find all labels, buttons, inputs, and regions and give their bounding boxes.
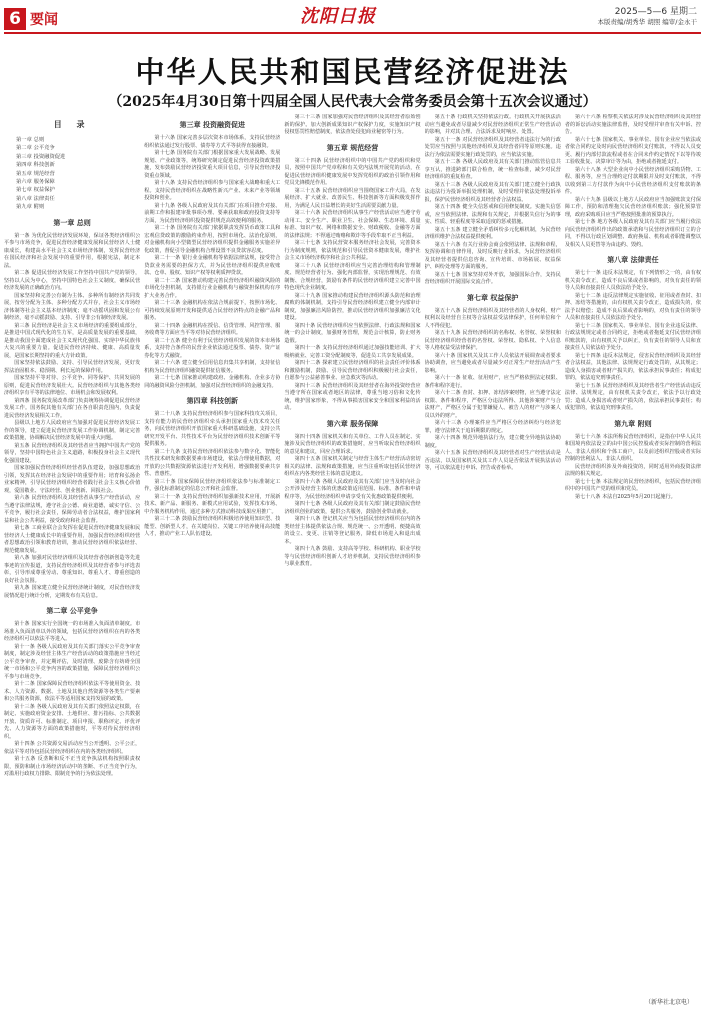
page-subtitle: （2025年4月30日第十四届全国人民代表大会常务委员会第十五次会议通过）	[108, 94, 597, 110]
article-paragraph: 第五十七条 国家坚持对外开放，加强国际合作，支持民营经济组织开展国际交流合作。	[424, 271, 561, 285]
header-rule	[4, 32, 701, 34]
article-paragraph: 第三十六条 民营经济组织从事生产经营活动应当遵守劳动用工、安全生产、职业卫生、社会保障、生态环境、质量标准、知识产权、网络和数据安全、财政税收、金融等方面的法律法规；不得通过贿赂和欺诈等手段牟取不正当利益。	[284, 210, 421, 239]
article-paragraph: 第十三条 各级人民政府及其有关部门依照法定权限，在制定、实施政府资金安排、土地供应、排污指标、公共数据开放、资质许可、标准制定、项目申报、职称评定、评优评先、人力资源等方面的政策措施时，平等对待民营经济组织。	[4, 703, 141, 740]
article-paragraph: 第四十一条 支持民营经济组织通过加强技能培训、扩大吸纳就业、完善工资分配制度等，促进员工共享发展成果。	[284, 345, 421, 359]
newspaper-logo: 沈阳日报	[300, 6, 376, 27]
article-paragraph: 第四十六条 各级人民政府及其有关部门应当及时向社会公开涉及经营主体的优惠政策适用范围、标准、条件和申请程序等，为民营经济组织申请享受有关优惠政策提供便利。	[284, 478, 421, 500]
article-paragraph: 第十五条 反垄断和反不正当竞争执法机构按照职责权限，预防和制止市场经济活动中的垄断、不正当竞争行为，对滥用行政权力排除、限制竞争的行为依法处理。	[4, 756, 141, 778]
article-paragraph: 第八条 加强对民营经济组织及其经营者创新创造等先进事迹的宣传报道，支持民营经济组织及其经营者参与评选表彰，引导形成尊重劳动、尊重知识、尊重人才、尊重创造的良好社会氛围。	[4, 555, 141, 584]
chapter-heading: 第九章 附则	[614, 419, 652, 428]
toc-item: 第八章 法律责任	[16, 195, 55, 202]
article-paragraph: 国家坚持依法鼓励、支持、引导民营经济发展，更好发挥法治固根本、稳预期、利长远的保障作用。	[4, 360, 141, 374]
chapter-heading: 第一章 总则	[53, 218, 91, 227]
article-paragraph: 第三十九条 国家推动构建民营经济组织源头防范和治理腐败的体制机制，支持引导民营经济组织建立健全内部审计制度，加强廉洁风险防控，推动民营经济组织加强廉洁文化建设。	[284, 292, 421, 321]
chapter-heading: 第四章 科技创新	[186, 397, 239, 405]
article-paragraph: 第六十二条 查封、扣押、冻结涉案财物，应当遵守法定权限、条件和程序，严格区分违法所得、其他涉案财产与合法财产，严格区分属于犯罪嫌疑人、被告人的财产与涉案人员以外的财产。	[424, 390, 561, 419]
toc-item: 第九章 附则	[16, 204, 45, 211]
article-paragraph: 第四十九条 鼓励、支持高等学校、科研机构、职业学校等与民营经济组织创新人才培养机制，支持民营经济组织参与职业教育。	[284, 546, 421, 567]
article-paragraph: 第四十条 民营经济组织应当依照法律、行政法规和国家统一的会计制度，加强财务管理，规范会计核算，防止财务造假。	[284, 322, 421, 344]
article-paragraph: 第十二条 国家保障民营经济组织依法平等使用资金、技术、人力资源、数据、土地及其他自然资源等各类生产要素和公共服务资源，依法平等适用国家支持发展的政策。	[4, 681, 141, 703]
article-paragraph: 第二十五条 健全有利于民营经济组织发展的资本市场体系，支持符合条件的民营企业依法通过股票、债券、资产证券化等方式融资。	[144, 337, 281, 359]
editors-line: 本版责编/胡秀华 胡照 编审/金永干	[597, 18, 697, 26]
article-paragraph: 第五十八条 民营经济组织及其经营者的人身权利、财产权利以及经营自主权等合法权益受法律保护，任何单位和个人不得侵犯。	[424, 307, 561, 329]
article-paragraph: 第五十二条 各级人民政府及其有关部门推动监管信息共享互认，推进跨部门联合检查，统一检查标准，减少对民营经济组织的重复检查。	[424, 159, 561, 180]
chapter-heading: 第七章 权益保护	[466, 293, 519, 302]
article-paragraph: 第十四条 公共资源交易活动应当公开透明、公平公正，依法平等对待包括民营经济组织在内的各类经济组织。	[4, 741, 141, 755]
masthead	[0, 0, 705, 32]
article-paragraph: 第四十四条 国家机关和有关单位、工作人员在制定、实施涉及民营经济组织的政策措施时，应当听取民营经济组织的意见和建议，回应合理诉求。	[284, 433, 421, 455]
article-paragraph: 第十八条 支持民营经济组织参与国家重大战略和重大工程。支持民营经济组织在战略性新兴产业、未来产业等领域投资和创业。	[144, 180, 281, 201]
article-paragraph: 第七十八条 本法自2025年5月20日起施行。	[575, 493, 676, 500]
chapter-heading: 第二章 公平竞争	[46, 607, 98, 616]
article-paragraph: 第三十七条 支持民营资本服务经济社会发展，完善资本行为制度规则，依法规范和引导民营资本健康发展，维护社会主义市场经济秩序和社会公共利益。	[284, 240, 421, 261]
toc-item: 第七章 权益保护	[16, 187, 55, 194]
column-1	[4, 114, 140, 994]
article-paragraph: 第十条 国家实行全国统一的市场准入负面清单制度。市场准入负面清单以外的领域，包括民营经济组织在内的各类经济组织可以依法平等进入。	[4, 621, 141, 643]
article-paragraph: 第十六条 国家完善多层次资本市场体系，支持民营经济组织依法通过发行股票、债券等方式平等获得直接融资。	[144, 135, 281, 149]
article-paragraph: 第二十九条 支持民营经济组织依法参与数字化、智能化共性技术研发和数据要素市场建设，依法合理使用数据，对开放的公共数据资源依法进行开发利用，增强数据要素共享性、普惠性。	[144, 448, 281, 477]
issue-date: 2025—5—6 星期二	[614, 7, 697, 17]
chapter-heading: 第五章 规范经营	[326, 143, 379, 152]
toc-item: 第一章 总则	[16, 137, 45, 143]
article-paragraph: 第二十四条 金融机构在授信、信贷管理、风控管理、服务收费等方面应当平等对待民营经济组织。	[144, 322, 281, 336]
article-paragraph: 第二条 促进民营经济发展工作坚持中国共产党的领导，坚持以人民为中心，坚持中国特色社会主义制度，确保民营经济发展的正确政治方向。	[4, 270, 141, 292]
article-paragraph: 第七十二条 违反法律规定实施征收、征用或者查封、扣押、冻结等措施的，由有权机关责令改正，造成损失的，依法予以赔偿；造成不良后果或者影响的，对负有责任的领导人员和直接责任人员依法给予处分。	[564, 292, 702, 321]
article-paragraph: 第七十四条 违反本法规定，侵害民营经济组织及其经营者合法权益，其他法律、法规规定行政处罚的，从其规定；造成人身损害或者财产损失的，依法承担民事责任；构成犯罪的，依法追究刑事责任。	[564, 352, 702, 381]
article-paragraph: 第六十五条 民营经济组织及其经营者对生产经营活动是否违法，以及国家机关及其工作人员是否依法开展执法活动等，可以依法进行申诉、控告或者检举。	[424, 450, 561, 471]
article-paragraph: 第六十一条 征收、征用财产，应当严格依照法定权限、条件和程序进行。	[424, 375, 561, 389]
article-paragraph: 第九条 国家建立健全民营经济统计制度，对民营经济发展情况进行统计分析，定期发布有关信息。	[4, 585, 141, 599]
article-paragraph: 第四十八条 登记机关应当为包括民营经济组织在内的各类经营主体提供依法合规、规范统一、公开透明、便捷高效的设立、变更、注销等登记服务，降低市场进入和退出成本。	[284, 516, 421, 545]
toc-item: 第六章 服务保障	[16, 179, 55, 186]
article-paragraph: 第七十六条 本法所称民营经济组织，是指在中华人民共和国境内依法设立的由中国公民控股或者实际控制的营利法人、非法人组织和个体工商户，以及前述组织控股或者实际控制的营利法人、非法人组织。	[564, 433, 702, 462]
article-paragraph: 第七十五条 民营经济组织及其经营者生产经营活动违反法律、法规规定，由有权机关责令改正，依法予以行政处罚；造成人身损害或者财产损失的，依法承担民事责任；构成犯罪的，依法追究刑事责任。	[564, 382, 702, 411]
article-paragraph: 第七十三条 国家机关、事业单位、国有企业违反法律、行政法规规定或者合同约定，拒绝或者拖延支付民营经济组织账款的，由有权机关予以纠正，负有责任的领导人员和直接责任人员依法给予处分。	[564, 322, 702, 351]
article-paragraph: 第五十四条 健全失信惩戒和信用修复制度。实施失信惩戒，应当依照法律、法规和有关规定，并根据失信行为的事实、性质、轻重程度等采取适度的惩戒措施。	[424, 204, 561, 225]
article-paragraph: 第五十六条 有关行业协会商会依照法律、法规和章程，发挥协调和自律作用，及时反映行业诉求，为民营经济组织及其经营者提供信息咨询、宣传培训、市场拓展、权益保护、纠纷处理等方面的服务。	[424, 241, 561, 270]
toc-heading: 目 录	[53, 119, 91, 129]
article-paragraph: 第四条 国务院发展改革部门负责统筹协调促进民营经济发展工作。国务院其他有关部门在各自职责范围内，负责促进民营经济发展相关工作。	[4, 397, 141, 419]
article-paragraph: 第四十二条 探索建立民营经济组织的社会责任评价体系和激励机制，鼓励、引导民营经济组织积极履行社会责任，自愿参与公益慈善事业、应急救灾等活动。	[284, 360, 421, 381]
article-paragraph: 第二十六条 建立健全信用信息归集共享机制，支持征信机构为民营经济组织融资提供征信服务。	[144, 360, 281, 374]
toc-item: 第二章 公平竞争	[16, 145, 55, 152]
article-paragraph: 第六十七条 国家机关、事业单位、国有企业应当依法或者依合同约定及时向民营经济组织支付账款，不得以人员变更、履行内部付款流程或者在合同未作约定情况下以等待竣工验收批复、决算审计等为由，拒绝或者拖延支付。	[564, 136, 702, 165]
article-paragraph: 第三十三条 国家加强对民营经济组织及其经营者原始创新的保护。加大创新成果知识产权保护力度，实施知识产权侵权惩罚性赔偿制度，依法查处侵犯商业秘密等行为。	[284, 114, 421, 135]
article-paragraph: 第六十四条 规范异地执法行为，建立健全异地执法协助制度。	[424, 435, 561, 449]
article-paragraph: 第三十四条 民营经济组织中的中国共产党的组织和党员，按照中国共产党章程和有关党内法规开展党的活动，在促进民营经济组织健康发展中发挥党组织的政治引领作用和党员先锋模范作用。	[284, 157, 421, 186]
article-paragraph: 第五十三条 各级人民政府及其有关部门建立健全行政执法违法行为投诉举报处理机制，及时受理并依法处理投诉举报，保护民营经济组织及其经营者合法权益。	[424, 181, 561, 203]
column-5	[565, 114, 701, 994]
page-title: 中华人民共和国民营经济促进法	[135, 55, 570, 89]
article-paragraph: 第三条 民营经济是社会主义市场经济的重要组成部分，是推进中国式现代化的生力军，是高质量发展的重要基础，是推动我国全面建成社会主义现代化强国、实现中华民族伟大复兴的重要力量。促进民营经济持续、健康、高质量发展，是国家长期坚持的重大方针政策。	[4, 322, 141, 359]
article-paragraph: 第六十九条 县级以上地方人民政府应当加强账款支付保障工作，预防和清理拖欠民营经济组织账款；强化预算管理，政府采购项目应当严格按照批准的预算执行。	[564, 196, 702, 218]
page-number: 6	[4, 8, 26, 30]
article-paragraph: 第二十一条 银行业金融机构等依据法律法规，接受符合贷款业务需要的担保方式，并为民营经济组织提供应收账款、仓单、股权、知识产权等权利质押贷款。	[144, 255, 281, 276]
article-paragraph: 第五十条 行政机关坚持依法行政。行政机关开展执法活动应当避免或者尽量减少对民营经济组织正常生产经营活动的影响，并对其合理、合法诉求及时响应、处置。	[424, 114, 561, 135]
article-paragraph: 第五十九条 民营经济组织的名称权、名誉权、荣誉权和民营经济组织经营者的名誉权、荣誉权、隐私权、个人信息等人格权益受法律保护。	[424, 330, 561, 351]
article-paragraph: 第一条 为优化民营经济发展环境，保证各类经济组织公平参与市场竞争，促进民营经济健康发展和民营经济人士健康成长，构建高水平社会主义市场经济体制，发挥民营经济在国民经济和社会发展中的重要作用，根据宪法，制定本法。	[4, 232, 141, 269]
article-paragraph: 第三十五条 民营经济组织应当围绕国家工作大局，在发展经济、扩大就业、改善民生、科技创新等方面积极发挥作用，为满足人民日益增长的美好生活需要贡献力量。	[284, 187, 421, 209]
article-paragraph: 第二十八条 支持民营经济组织参与国家科技攻关项目，支持有能力的民营经济组织牵头承担国家重大技术攻关任务，向民营经济组织开放国家重大科研基础设施，支持公共研究开发平台、共性技术平台为民营经济组织技术创新平等提供服务。	[144, 411, 281, 447]
article-paragraph: 第十九条 各级人民政府及其有关部门在项目推介对接、前期工作和报建审批事项办理、要素获取和政府投资支持等方面，为民营经济组织投资提供规范高效便利的服务。	[144, 202, 281, 224]
article-paragraph: 第四十五条 国家机关制定与经营主体生产经营活动密切相关的法律、法规和政策措施，应当注重听取包括民营经济组织在内各类经营主体的意见建议。	[284, 456, 421, 477]
article-paragraph: 国家坚持和完善公有制为主体、多种所有制经济共同发展，按劳分配为主体、多种分配方式并存，社会主义市场经济体制等社会主义基本经济制度；毫不动摇巩固和发展公有制经济，毫不动摇鼓励、支持、引导非公有制经济发展。	[4, 292, 141, 322]
column-3	[284, 114, 420, 994]
article-paragraph: 国家加强民营经济组织经营者队伍建设，加强思想政治引领，发挥其在经济社会发展中的重要作用；培育和弘扬企业家精神，引导民营经济组织经营者践行社会主义核心价值观，爱国敬业、守法经营、创业创新、回报社会。	[4, 465, 141, 494]
article-paragraph: 第三十八条 民营经济组织应当完善治理结构和管理制度、规范经营者行为、强化内部监督，实现治理规范、有效制衡、合规经营，鼓励有条件的民营经济组织建立完善中国特色现代企业制度。	[284, 262, 421, 291]
source-credit: （新华社北京电）	[644, 999, 693, 1006]
article-paragraph: 第七条 工商业联合会发挥在促进民营经济健康发展和民营经济人士健康成长中的重要作用，加强民营经济组织经营者思想政治引领和教育培训，推动民营经济组织依法经营、规范健康发展。	[4, 525, 141, 554]
section-name: 要闻	[30, 12, 58, 28]
article-paragraph: 第五条 民营经济组织及其经营者应当拥护中国共产党的领导，坚持中国特色社会主义道路，积极投身社会主义现代化强国建设。	[4, 442, 141, 464]
article-paragraph: 第二十条 国务院有关部门依据职责发挥货币政策工具和宏观信贷政策的激励约束作用，按照市场化、法治化原则，对金融机构向小型微型民营经济组织提供金融服务实施差异化政策，督促引导金融机构合理设置不良贷款容忍度。	[144, 225, 281, 254]
article-paragraph: 第三十条 国家保障民营经济组织依法参与标准制定工作，强化标准制定的信息公开和社会监督。	[144, 478, 281, 492]
article-paragraph: 第十一条 各级人民政府及其有关部门落实公平竞争审查制度，制定涉及经营主体生产经营活动的政策措施应当经过公平竞争审查，并定期评估，及时清理、废除含有妨碍全国统一市场和公平竞争内容的政策措施，保障民营经济组织公平参与市场竞争。	[4, 643, 141, 680]
article-paragraph: 第六条 民营经济组织及其经营者从事生产经营活动，应当遵守法律法规，遵守社会公德、商业道德，诚实守信、公平竞争，履行社会责任，保障劳动者合法权益，维护国家利益和社会公共利益，接受政府和社会监督。	[4, 495, 141, 524]
toc-item: 第四章 科技创新	[16, 162, 55, 169]
article-paragraph: 第三十二条 鼓励民营经济组织积极培养使用知识型、技能型、创新型人才，在关键岗位、关键工序培养使用高技能人才，推动产业工人队伍建设。	[144, 516, 281, 537]
article-paragraph: 第七十条 地方各级人民政府及其有关部门应当履行依法向民营经济组织作出的政策承诺和与民营经济组织订立的合同，不得以行政区划调整、政府换届、机构或者职能调整以及相关人员更替等为由违约、毁约。	[564, 219, 702, 248]
column-2	[144, 114, 280, 994]
article-paragraph: 县级以上地方人民政府应当加强对促进民营经济发展工作的领导，建立促进民营经济发展工作协调机制，制定完善政策措施，协调解决民营经济发展中的重大问题。	[4, 420, 141, 442]
article-paragraph: 第五十五条 建立健全矛盾纠纷多元化解机制，为民营经济组织维护合法权益提供便利。	[424, 226, 561, 240]
chapter-heading: 第六章 服务保障	[326, 419, 379, 428]
article-paragraph: 第七十七条 本法规定的民营经济组织，包括民营经济组织中的中国共产党的组织和党员。	[564, 478, 702, 492]
article-paragraph: 第二十七条 国家推动构建政府、金融机构、企业多方协同的融资风险分担机制，加强对民营经济组织的金融支持。	[144, 375, 281, 389]
toc-item: 第五章 规范经营	[16, 170, 55, 177]
article-paragraph: 第三十一条 支持民营经济组织加强新技术应用，开展新技术、新产品、新服务、新模式应用试验，发挥技术市场、中介服务机构作用，通过多种方式推动科技成果应用推广。	[144, 493, 281, 515]
column-4	[425, 114, 561, 994]
article-paragraph: 第二十三条 金融机构在依法合规前提下，按照市场化、可持续发展原则开发和提供适合民营经济特点的金融产品和服务。	[144, 300, 281, 321]
article-paragraph: 第六十条 国家机关及其工作人员依法开展调查或者要求协助调查，应当避免或者尽量减少对正常生产经营活动产生影响。	[424, 352, 561, 374]
article-paragraph: 第五十一条 对民营经济组织及其经营者违法行为的行政处罚应当按照与其他经济组织及其经营者同等原则实施。违法行为依法需要实施行政处罚的，应当依法实施。	[424, 136, 561, 158]
article-paragraph: 第二十二条 国家推动构建完善民营经济组织融资风险的市场化分担机制，支持银行业金融机构与融资担保机构有序扩大业务合作。	[144, 277, 281, 299]
chapter-heading: 第三章 投资融资促进	[179, 121, 246, 129]
article-paragraph: 第六十八条 大型企业向中小民营经济组织采购货物、工程、服务等，应当合理约定付款期限并及时支付账款，不得以收到第三方付款作为向中小民营经济组织支付账款的条件。	[564, 166, 702, 195]
article-paragraph: 第六十三条 办理案件应当严格区分经济纠纷与经济犯罪，遵守法律关于追诉期限的规定。	[424, 420, 561, 434]
article-paragraph: 第六十六条 检察机关依法对涉及民营经济组织及其经营者的诉讼活动实施法律监督，及时受理并审查有关申诉、控告。	[564, 114, 702, 135]
article-paragraph: 第七十一条 违反本法规定，有下列情形之一的，由有权机关责令改正，造成不良后果或者影响的，对负有责任的领导人员和直接责任人员依法给予处分。	[564, 270, 702, 291]
article-paragraph: 第四十三条 民营经济组织及其经营者在海外投资经营应当遵守所在国家或者地区的法律，尊重当地习俗和文化传统，维护国家形象，不得从事损害国家安全和国家利益的活动。	[284, 382, 421, 411]
article-columns	[4, 114, 701, 994]
article-paragraph: 民营经济组织涉及外商投资的，同时适用外商投资法律法规的相关规定。	[564, 463, 702, 477]
toc-item: 第三章 投资融资促进	[16, 153, 66, 160]
article-paragraph: 国家坚持平等对待、公平竞争、同等保护、共同发展的原则，促进民营经济发展壮大。民营经济组织与其他各类经济组织享有平等的法律地位、市场机会和发展权利。	[4, 375, 141, 397]
article-paragraph: 第四十七条 各级人民政府及其有关部门制定鼓励民营经济组织创业的政策，提供公共服务，鼓励创业带动就业。	[284, 501, 421, 515]
chapter-heading: 第八章 法律责任	[607, 256, 659, 264]
article-paragraph: 第十七条 国务院有关部门根据国家重大发展战略、发展规划、产业政策等，统筹研究制定促进民营经济投资政策措施，发布鼓励民营经济投资重大项目信息，引导民营经济投资重点领域。	[144, 150, 281, 179]
